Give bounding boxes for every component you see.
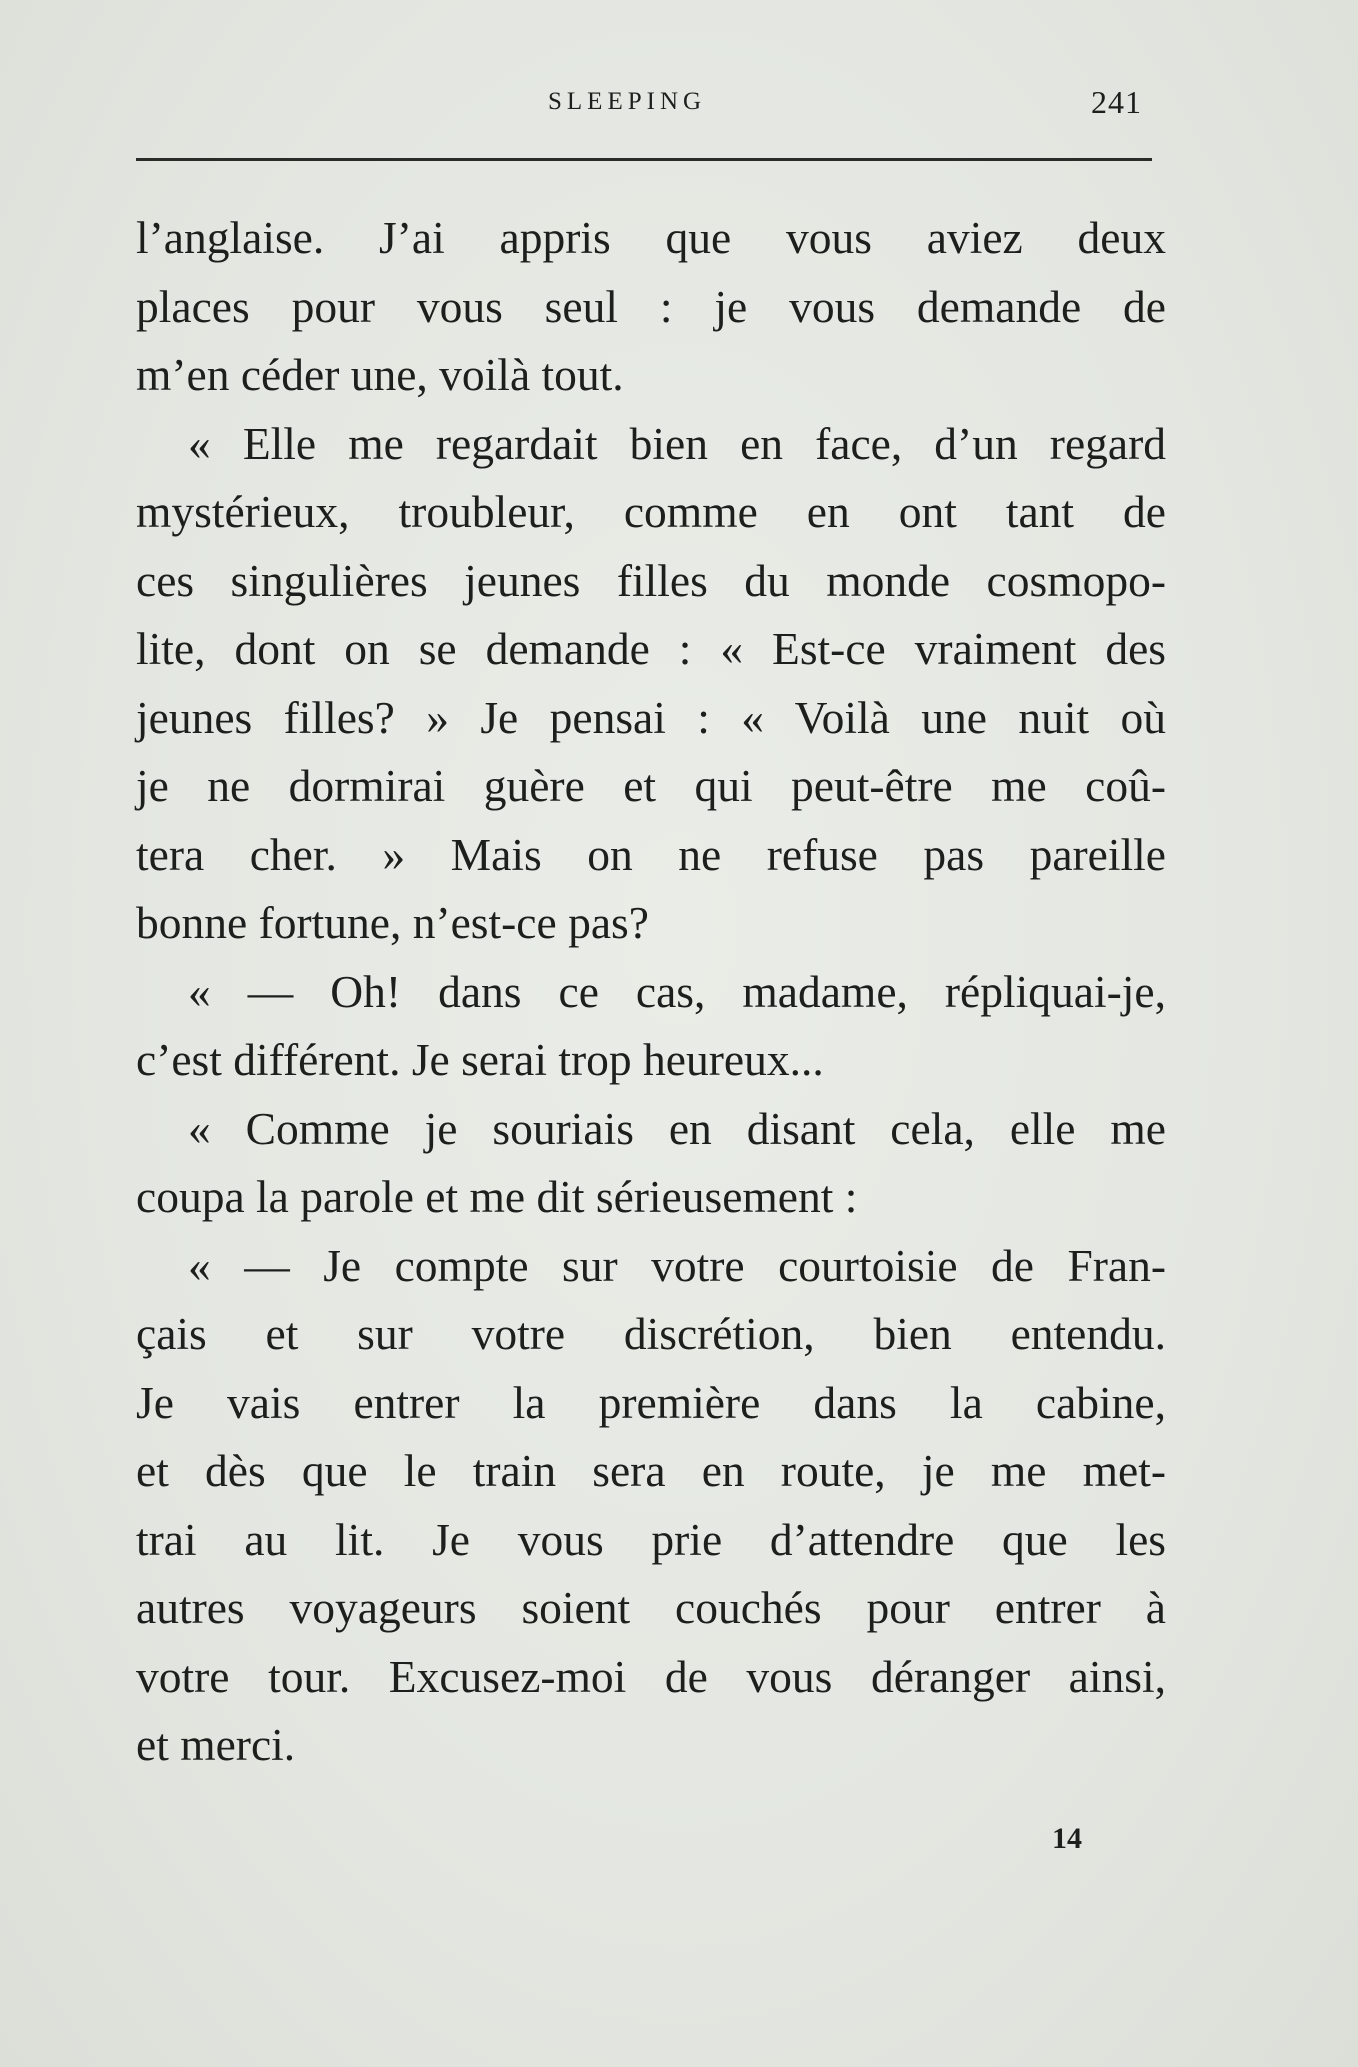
text-line: « — Je compte sur votre courtoisie de Fran- bbox=[188, 1239, 1166, 1291]
text-line: tera cher. » Mais on ne refuse pas pareille bbox=[136, 828, 1166, 880]
signature-mark: 14 bbox=[1052, 1822, 1082, 1855]
page-number: 241 bbox=[1091, 84, 1142, 120]
text-line: ces singulières jeunes filles du monde cosmopo- bbox=[136, 554, 1166, 606]
header-rule bbox=[136, 158, 1152, 161]
text-line: coupa la parole et me dit sérieusement : bbox=[136, 1171, 858, 1222]
text-line: jeunes filles? » Je pensai : « Voilà une nuit où bbox=[136, 691, 1166, 743]
text-line: c’est différent. Je serai trop heureux... bbox=[136, 1034, 824, 1085]
body-text bbox=[136, 204, 1166, 1780]
text-line: je ne dormirai guère et qui peut-être me coû- bbox=[136, 760, 1166, 811]
text-line: votre tour. Excusez-moi de vous déranger ainsi, bbox=[136, 1650, 1166, 1702]
text-line: lite, dont on se demande : « Est-ce vraiment des bbox=[136, 623, 1166, 674]
text-line: et dès que le train sera en route, je me met- bbox=[136, 1445, 1166, 1496]
text-line: « Comme je souriais en disant cela, elle me bbox=[188, 1102, 1166, 1154]
text-line: places pour vous seul : je vous demande de bbox=[136, 280, 1166, 332]
running-head-title: SLEEPING bbox=[548, 88, 707, 115]
text-line: çais et sur votre discrétion, bien entendu. bbox=[136, 1308, 1166, 1359]
text-line: autres voyageurs soient couchés pour entrer à bbox=[136, 1582, 1166, 1633]
text-line: « Elle me regardait bien en face, d’un regard bbox=[188, 417, 1166, 469]
text-line: Je vais entrer la première dans la cabine, bbox=[136, 1376, 1166, 1428]
text-line: mystérieux, troubleur, comme en ont tant de bbox=[136, 486, 1166, 537]
running-head bbox=[136, 84, 1148, 134]
text-line: trai au lit. Je vous prie d’attendre que les bbox=[136, 1513, 1166, 1565]
text-line: et merci. bbox=[136, 1719, 296, 1770]
text-line: « — Oh! dans ce cas, madame, répliquai-je, bbox=[188, 965, 1166, 1017]
text-line: l’anglaise. J’ai appris que vous aviez deux bbox=[136, 212, 1166, 263]
text-line: bonne fortune, n’est-ce pas? bbox=[136, 897, 649, 948]
text-line: m’en céder une, voilà tout. bbox=[136, 349, 624, 400]
